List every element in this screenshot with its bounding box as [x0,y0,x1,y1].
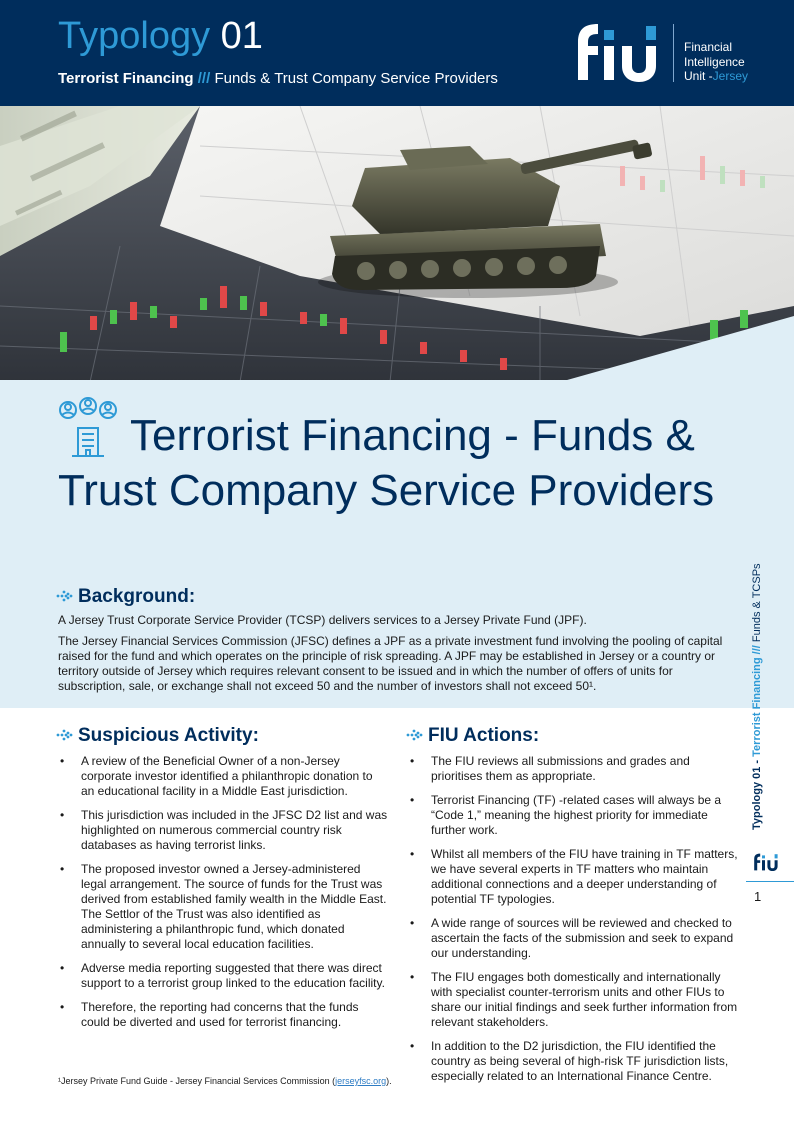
footnote: ¹Jersey Private Fund Guide - Jersey Financial Services Commission (jerseyfsc.org). [58,1076,392,1086]
arrow-right-icon [56,728,74,742]
list-item: • The proposed investor owned a Jersey-administered legal arrangement. The source of funds for the Trust was derived from established family wealth in the Middle East. The Settlor of the Trust was also identified as administering a philanthropic fund, which donated annually to several local education facilities. [58,862,388,952]
page-subtitle: Terrorist Financing /// Funds & Trust Company Service Providers [58,70,498,87]
logo-divider [673,24,674,82]
list-item: • Adverse media reporting suggested that there was direct support to a terrorist group linked to the education facility. [58,961,388,991]
list-item: • This jurisdiction was included in the JFSC D2 list and was highlighted on numerous commercial country risk databases as having terrorist links. [58,808,388,853]
suspicious-activity-list [58,754,388,1039]
page-title: Typology 01 [58,15,263,57]
fiu-small-logo-icon [753,852,780,872]
list-item: • The FIU engages both domestically and internationally with specialist counter-terrorism units and other FIUs to share our initial findings and seek further information from relevant stakeholders. [408,970,738,1030]
list-item: • A review of the Beneficial Owner of a non-Jersey corporate investor identified a philanthropic donation to an educational facility in a Middle East jurisdiction. [58,754,388,799]
side-tab-label: Typology 01 - Terrorist Financing /// Funds & TCSPs [751,563,763,830]
background-heading: Background: [56,586,195,608]
fiu-logo-mark-icon [574,20,664,84]
side-divider [746,881,794,882]
list-item: • A wide range of sources will be reviewed and checked to ascertain the facts of the submission and seek to expand our understanding. [408,916,738,961]
list-item: • Therefore, the reporting had concerns that the funds could be diverted and used for terrorist financing. [58,1000,388,1030]
fiu-logo [574,20,764,84]
fiu-actions-heading: FIU Actions: [406,725,539,747]
header-bar [0,0,794,106]
background-paragraph-2: The Jersey Financial Services Commission (JFSC) defines a JPF as a private investment fund involving the pooling of capital raised for the fund and which operates on the principle of risk spreading. A JPF may be established in Jersey or a country or territory outside of Jersey which requires relevant consent to be issued and in which the number of offers of units for subscription, sale, or exchange shall not exceed 50 and the number of investors shall not exceed 50¹. [58,634,723,693]
fiu-actions-list [408,754,738,1093]
list-item: • Terrorist Financing (TF) -related cases will always be a “Code 1,” meaning the highest priority for immediate further work. [408,793,738,838]
page-number: 1 [754,889,762,904]
list-item: • In addition to the D2 jurisdiction, the FIU identified the country as being several of high-risk TF jurisdiction lists, especially related to an International Finance Centre. [408,1039,738,1084]
background-paragraph-1: A Jersey Trust Corporate Service Provider (TCSP) delivers services to a Jersey Private Fund (JPF). [58,613,587,627]
main-title: Terrorist Financing - Funds & Trust Company Service Providers [58,411,715,515]
arrow-right-icon [406,728,424,742]
hero-image [0,106,794,382]
list-item: • The FIU reviews all submissions and grades and prioritises them as appropriate. [408,754,738,784]
tank-chart-icon [0,106,794,382]
logo-text: Financial Intelligence Unit -Jersey [684,40,749,83]
arrow-right-icon [56,589,74,603]
suspicious-activity-heading: Suspicious Activity: [56,725,259,747]
jerseyfsc-link[interactable]: jerseyfsc.org [335,1076,387,1086]
list-item: • Whilst all members of the FIU have training in TF matters, we have several experts in TF matters who maintain additional connections and a deeper understanding of potential TF typologies. [408,847,738,907]
